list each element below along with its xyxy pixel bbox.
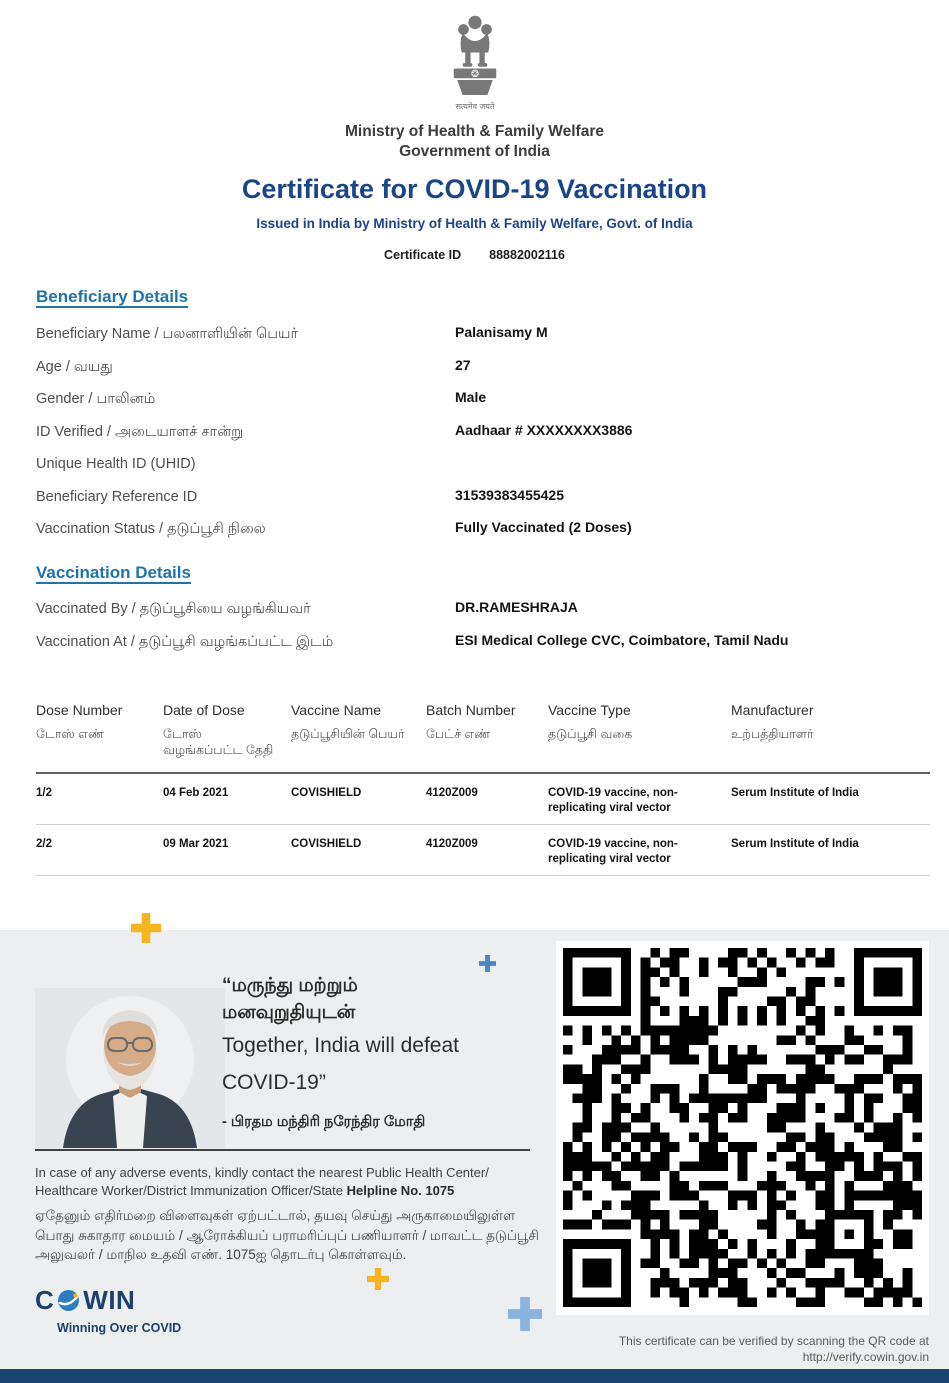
col-header-ta: டோஸ் எண் xyxy=(36,727,104,741)
field-row-gender xyxy=(36,390,913,423)
field-row-vaccination-status xyxy=(36,520,913,553)
vaccination-fields xyxy=(36,600,913,665)
dose-row-1 xyxy=(36,774,930,825)
cell-vaccine: COVISHIELD xyxy=(291,838,362,850)
cowin-tagline: Winning Over COVID xyxy=(57,1321,182,1335)
col-header-en: Manufacturer xyxy=(731,702,814,718)
field-label: Vaccination At / தடுப்பூசி வழங்கப்பட்ட இடம் xyxy=(36,633,334,650)
field-label: Vaccinated By / தடுப்பூசியை வழங்கியவர் xyxy=(36,601,311,617)
col-header-en: Dose Number xyxy=(36,702,123,718)
dose-table-header xyxy=(36,702,930,774)
field-value: Fully Vaccinated (2 Doses) xyxy=(455,519,632,535)
col-dose-number xyxy=(36,702,163,758)
col-header-ta: உற்பத்தியாளர் xyxy=(731,727,814,741)
field-row-reference-id xyxy=(36,488,913,521)
dose-table xyxy=(36,702,930,876)
plus-decoration-icon xyxy=(508,1297,542,1331)
field-label: Age / வயது xyxy=(36,358,113,375)
certificate-subtitle: Issued in India by Ministry of Health & Family Welfare, Govt. of India xyxy=(256,216,693,231)
adverse-events-text-tamil: ஏதேனும் எதிர்மறை விளைவுகள் ஏற்பட்டால், தயவு செய்து அருகாமையிலுள்ள பொது சுகாதார மையம் / ஆரோக்கியப் பராமரிப்புப் பணியாளர் / மாவட்ட தடுப்பூசி அலுவலர் / மாநில உதவி எண். 1075ஐ தொடர்பு கொள்ளவும். xyxy=(35,1208,539,1262)
col-batch-number xyxy=(426,702,548,758)
field-label: Beneficiary Reference ID xyxy=(36,488,198,505)
quote-line-4: COVID-19” xyxy=(222,1071,326,1094)
cell-vaccine: COVISHIELD xyxy=(291,787,362,799)
col-date-of-dose xyxy=(163,702,291,758)
field-label: Gender / பாலினம் xyxy=(36,391,156,407)
field-label: Unique Health ID (UHID) xyxy=(36,456,196,472)
plus-decoration-icon xyxy=(367,1268,389,1290)
dose-row-2 xyxy=(36,825,930,876)
cowin-letters-win: WIN xyxy=(83,1285,136,1315)
field-value: Male xyxy=(455,389,487,405)
cell-date: 04 Feb 2021 xyxy=(163,787,229,799)
pm-portrait-image xyxy=(35,988,225,1148)
cowin-logo-row xyxy=(35,1285,181,1316)
government-name: Government of India xyxy=(399,143,550,160)
india-national-emblem-icon xyxy=(444,8,506,113)
field-row-age xyxy=(36,358,913,391)
adverse-events-text xyxy=(35,1164,540,1200)
qr-caption-line-1: This certificate can be verified by scanning the QR code at xyxy=(618,1334,929,1348)
field-row-vaccinated-at xyxy=(36,633,913,666)
quote-line-2: மனவுறுதியுடன் xyxy=(222,1002,356,1023)
col-vaccine-name xyxy=(291,702,426,758)
field-label: ID Verified / அடையாளச் சான்று xyxy=(36,423,244,440)
plus-decoration-icon xyxy=(479,955,496,972)
quote-line-1: “மருந்து மற்றும் xyxy=(222,975,358,996)
adverse-line-2: Healthcare Worker/District Immunization Officer/State xyxy=(35,1183,347,1198)
certificate-id-label: Certificate ID xyxy=(384,248,462,262)
col-manufacturer xyxy=(731,702,930,758)
col-header-en: Batch Number xyxy=(426,702,516,718)
field-row-vaccinated-by xyxy=(36,600,913,633)
qr-code-canvas xyxy=(563,948,922,1307)
cowin-letter-c: C xyxy=(35,1285,55,1315)
field-value: ESI Medical College CVC, Coimbatore, Tamil Nadu xyxy=(455,631,789,648)
field-row-id-verified xyxy=(36,423,913,456)
plus-decoration-icon xyxy=(131,913,161,943)
col-header-ta: டோஸ் வழங்கப்பட்ட தேதி xyxy=(163,727,274,757)
field-value: Aadhaar # XXXXXXXX3886 xyxy=(455,421,633,438)
beneficiary-details-heading: Beneficiary Details xyxy=(36,287,189,306)
emblem-motto: सत्यमेव जयते xyxy=(455,102,494,112)
adverse-line-1: In case of any adverse events, kindly contact the nearest Public Health Center/ xyxy=(35,1165,489,1180)
col-vaccine-type xyxy=(548,702,731,758)
cell-manufacturer: Serum Institute of India xyxy=(731,838,859,850)
field-label: Vaccination Status / தடுப்பூசி நிலை xyxy=(36,521,266,537)
quote-line-3: Together, India will defeat xyxy=(222,1034,459,1057)
certificate-title: Certificate for COVID-19 Vaccination xyxy=(241,174,708,204)
cell-type: COVID-19 vaccine, non-replicating viral vector xyxy=(548,838,678,865)
cell-date: 09 Mar 2021 xyxy=(163,838,229,850)
col-header-en: Vaccine Type xyxy=(548,702,631,718)
col-header-en: Date of Dose xyxy=(163,702,245,718)
field-row-beneficiary-name xyxy=(36,325,913,358)
field-row-uhid xyxy=(36,455,913,488)
cell-dose: 1/2 xyxy=(36,787,52,799)
cell-type: COVID-19 vaccine, non-replicating viral vector xyxy=(548,787,678,814)
pm-portrait-icon xyxy=(35,988,225,1148)
col-header-ta: தடுப்பூசியின் பெயர் xyxy=(291,727,405,741)
quote-divider xyxy=(35,1149,530,1151)
cowin-logo-orb-icon xyxy=(57,1289,80,1312)
certificate-id-value: 88882002116 xyxy=(489,248,565,262)
qr-caption-line-2: http://verify.cowin.gov.in xyxy=(802,1349,929,1364)
cowin-logo xyxy=(35,1285,181,1335)
footer-banner xyxy=(0,930,949,1369)
qr-caption xyxy=(556,1334,929,1365)
ministry-name: Ministry of Health & Family Welfare xyxy=(345,123,604,140)
certificate-id-line xyxy=(0,248,949,262)
helpline-number: Helpline No. 1075 xyxy=(346,1183,455,1198)
quote-attribution: - பிரதம மந்திரி நரேந்திர மோதி xyxy=(222,1114,426,1130)
field-value: Palanisamy M xyxy=(455,324,548,340)
col-header-ta: பேட்ச் எண் xyxy=(426,727,491,741)
cell-manufacturer: Serum Institute of India xyxy=(731,787,859,799)
cell-dose: 2/2 xyxy=(36,838,52,850)
field-value: DR.RAMESHRAJA xyxy=(455,599,578,615)
national-emblem xyxy=(444,8,506,118)
pm-quote xyxy=(222,972,459,1132)
col-header-en: Vaccine Name xyxy=(291,702,382,718)
vaccination-details-heading: Vaccination Details xyxy=(36,563,191,582)
cell-batch: 4120Z009 xyxy=(426,838,478,850)
qr-code xyxy=(556,941,929,1315)
field-value: 27 xyxy=(455,356,471,373)
cell-batch: 4120Z009 xyxy=(426,787,478,799)
col-header-ta: தடுப்பூசி வகை xyxy=(548,727,633,741)
field-label: Beneficiary Name / பலனாளியின் பெயர் xyxy=(36,326,299,342)
footer-navy-bar xyxy=(0,1369,949,1383)
field-value: 31539383455425 xyxy=(455,486,565,503)
beneficiary-fields xyxy=(36,325,913,553)
